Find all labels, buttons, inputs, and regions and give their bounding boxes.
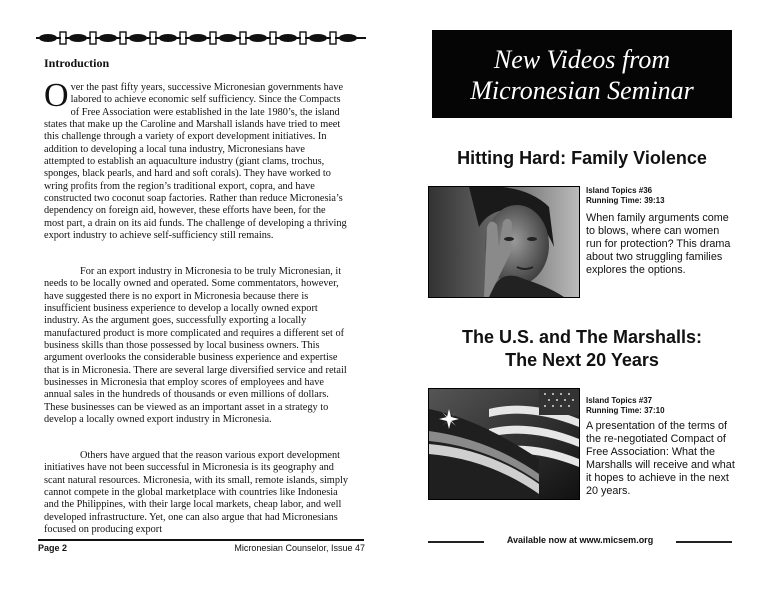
video-1-series: Island Topics #36 — [586, 186, 653, 195]
video-2-title-line-1: The U.S. and The Marshalls: — [461, 327, 703, 347]
paragraph-2: For an export industry in Micronesia to be truly Micronesian, it needs to be locally owned and operated. Some commentators, however, have suggested there is no export in Micronesia because there is insufficient business experience to develop a locally owned export industry. As the argument goes, successfully exporting a locally manufactured product is more complicated and requires a different set of business skills than those possessed by local business owners. This argument overlooks the considerable business experience and expertise that is in Micronesia. There are several large diversified service and retail businesses in Micronesia that employ scores of employees and have annual sales in the hundreds of thousands or even millions of dollars. These businesses can be viewed as an important asset in a strategy to develop a locally owned export industry in Micronesia. — [44, 266, 347, 426]
video-2-title — [432, 326, 732, 372]
section-heading: Introduction — [44, 56, 110, 70]
video-2-meta — [586, 396, 665, 416]
availability-note: Available now at www.micsem.org — [506, 535, 654, 545]
page-number: Page 2 — [38, 543, 68, 553]
banner-title — [432, 44, 732, 106]
video-1-running-time: Running Time: 39:13 — [586, 196, 665, 205]
video-1-meta — [586, 186, 665, 206]
video-2-description: A presentation of the terms of the re-negotiated Compact of Free Association: What the Marshalls will receive and what it hopes to achieve in the next 20 years. — [586, 420, 735, 497]
video-2-series: Island Topics #37 — [586, 396, 653, 405]
footer-rule-right — [676, 541, 732, 543]
footer-rule — [38, 539, 364, 541]
footer-rule-left — [428, 541, 484, 543]
banner-line-2: Micronesian Seminar — [470, 76, 694, 105]
video-2-running-time: Running Time: 37:10 — [586, 406, 665, 415]
video-2-title-line-2: The Next 20 Years — [505, 350, 659, 370]
video-1-photo — [428, 186, 580, 298]
ornament-divider — [36, 30, 366, 46]
paragraph-3: Others have argued that the reason various export development initiatives have not been successful in Micronesia is its geography and scant natural resources. Micronesia, with its small, remote islands, simply cannot compete in the global marketplace with countries like Indonesia and the Philippines, with their large local markets, cheap labor, and well developed infrastructure. Yet, one can also argue that had Micronesians focused on producing export — [44, 450, 348, 536]
woman-portrait-image — [429, 187, 579, 297]
issue-label: Micronesian Counselor, Issue 47 — [234, 543, 365, 553]
video-2-photo — [428, 388, 580, 500]
paragraph-1 — [44, 77, 348, 242]
flags-image — [429, 389, 579, 499]
video-1-description: When family arguments come to blows, where can women run for protection? This drama about two struggling families explores the options. — [586, 212, 731, 276]
banner-line-1: New Videos from — [493, 45, 671, 74]
drop-cap: O — [44, 77, 69, 114]
video-1-title: Hitting Hard: Family Violence — [457, 148, 707, 168]
videos-banner — [432, 30, 732, 118]
paragraph-1-text: ver the past fifty years, successive Micronesian governments have labored to achieve economic self sufficiency. Since the Compacts of Free Association were established in the late 1980’s, the island states that make up the Caroline and Marshall islands have tried to meet this challenge through a variety of export development initiatives. In addition to developing a local tuna industry, Micronesians have attempted to establish an aquaculture industry (giant clams, trochus, sponges, black pearls, and hard and soft corals). They have worked to wring profits from the region’s traditional export, copra, and have constructed two coconut soap factories. Rather than reduce Micronesia’s dependency on foreign aid, however, these efforts have been, for the most part, a drain on its aid funds. The challenge of developing a thriving export industry to achieve self-sufficiency still remains. — [44, 82, 347, 242]
